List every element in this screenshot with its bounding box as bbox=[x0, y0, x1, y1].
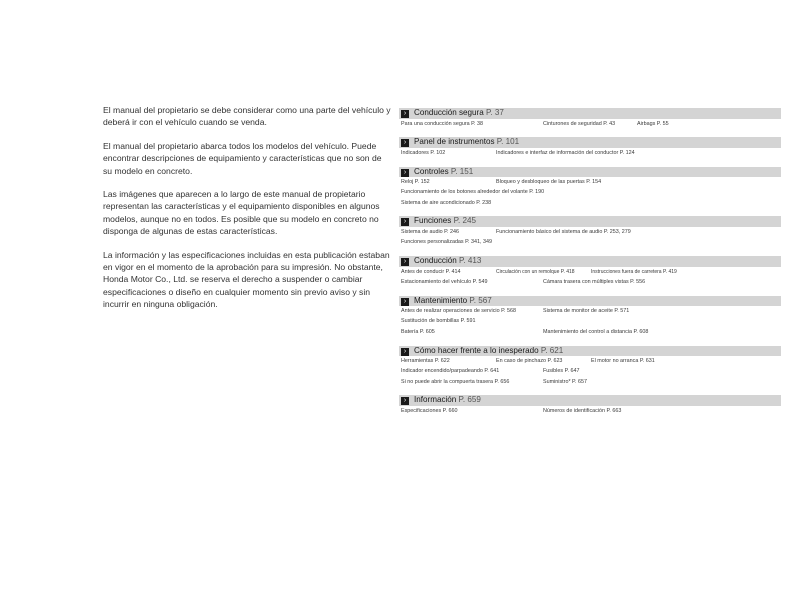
toc-row bbox=[399, 177, 781, 187]
intro-paragraph-3: Las imágenes que aparecen a lo largo de este manual de propietario representan las características y el equipamiento disponibles en algunos modelos, aunque no en todos. Es posible que su modelo en concreto no disponga de algunas de estas características. bbox=[103, 189, 380, 237]
toc-link[interactable]: Funcionamiento básico del sistema de audio P. 253, 279 bbox=[496, 228, 631, 235]
toc-link[interactable]: Indicador encendido/parpadeando P. 641 bbox=[401, 368, 500, 375]
toc-link[interactable]: Suministro* P. 657 bbox=[543, 378, 587, 385]
toc-link[interactable]: Sistema de audio P. 246 bbox=[401, 228, 460, 235]
toc-section-conduccion-segura bbox=[399, 108, 781, 129]
toc-section-inesperado bbox=[399, 346, 781, 387]
toc-link[interactable]: Instrucciones fuera de carretera P. 419 bbox=[591, 268, 677, 275]
toc-section-informacion bbox=[399, 395, 781, 416]
toc-link[interactable]: Cinturones de seguridad P. 43 bbox=[543, 120, 616, 127]
toc-row bbox=[399, 306, 781, 316]
section-page: P. 567 bbox=[469, 295, 492, 305]
toc-link[interactable]: Circulación con un remolque P. 418 bbox=[496, 268, 575, 275]
chevron-right-icon: › bbox=[401, 169, 409, 177]
toc-link[interactable]: En caso de pinchazo P. 623 bbox=[496, 358, 563, 365]
chevron-right-icon: › bbox=[401, 298, 409, 306]
toc-row bbox=[399, 237, 781, 247]
toc-row bbox=[399, 316, 781, 326]
section-title: Controles bbox=[414, 166, 449, 176]
toc-row bbox=[399, 187, 781, 197]
intro-text bbox=[103, 104, 391, 322]
toc-link[interactable]: Sistema de aire acondicionado P. 238 bbox=[401, 199, 492, 206]
toc-row bbox=[399, 267, 781, 277]
chevron-right-icon: › bbox=[401, 258, 409, 266]
section-page: P. 621 bbox=[540, 345, 564, 355]
section-title: Funciones bbox=[414, 216, 452, 226]
toc-section-funciones bbox=[399, 216, 781, 247]
toc-section-header[interactable] bbox=[399, 395, 781, 406]
intro-paragraph-2: El manual del propietario abarca todos los modelos del vehículo. Puede encontrar descripciones de equipamiento y características que no son de su modelo en concreto. bbox=[103, 140, 382, 176]
section-title: Conducción bbox=[414, 256, 457, 266]
section-title: Panel de instrumentos bbox=[414, 137, 495, 147]
intro-paragraph-1: El manual del propietario se debe considerar como una parte del vehículo y deberá ir con el vehículo cuando se venda. bbox=[103, 105, 391, 128]
chevron-right-icon: › bbox=[401, 348, 409, 356]
section-title: Información bbox=[414, 395, 457, 405]
toc-link[interactable]: Funcionamiento de los botones alrededor del volante P. 190 bbox=[401, 189, 545, 196]
toc-section-panel-instrumentos bbox=[399, 137, 781, 158]
toc-section-header[interactable] bbox=[399, 137, 781, 148]
toc-link[interactable]: Si no puede abrir la compuerta trasera P. 656 bbox=[401, 378, 510, 385]
toc-row bbox=[399, 406, 781, 416]
intro-paragraph-4: La información y las especificaciones incluidas en esta publicación estaban en vigor en el momento de la aprobación para su impresión. No obstante, Honda Motor Co., Ltd. se reserva el derecho a suspender o cambiar especificaciones o diseño en cualquier momento sin previo aviso y sin incurrir en ninguna obligación. bbox=[103, 249, 390, 310]
toc-section-header[interactable] bbox=[399, 167, 781, 178]
toc-link[interactable]: Sistema de monitor de aceite P. 571 bbox=[543, 308, 630, 315]
section-page: P. 37 bbox=[486, 108, 504, 117]
toc-link[interactable]: Sustitución de bombillas P. 591 bbox=[401, 318, 476, 325]
section-page: P. 151 bbox=[450, 166, 474, 176]
toc-section-header[interactable] bbox=[399, 216, 781, 227]
section-page: P. 413 bbox=[459, 256, 482, 266]
toc-row bbox=[399, 327, 781, 337]
table-of-contents bbox=[399, 108, 781, 425]
toc-link[interactable]: El motor no arranca P. 631 bbox=[591, 358, 655, 365]
toc-row bbox=[399, 119, 781, 129]
toc-section-conduccion bbox=[399, 256, 781, 287]
toc-row bbox=[399, 227, 781, 237]
toc-link[interactable]: Cámara trasera con múltiples vistas P. 556 bbox=[543, 278, 646, 285]
toc-section-header[interactable] bbox=[399, 296, 781, 307]
toc-row bbox=[399, 148, 781, 158]
section-page: P. 659 bbox=[458, 395, 481, 405]
toc-link[interactable]: Antes de conducir P. 414 bbox=[401, 268, 461, 275]
chevron-right-icon: › bbox=[401, 110, 409, 118]
toc-section-header[interactable] bbox=[399, 108, 781, 119]
toc-link[interactable]: Especificaciones P. 660 bbox=[401, 407, 458, 414]
toc-link[interactable]: Para una conducción segura P. 38 bbox=[401, 120, 484, 127]
toc-link[interactable]: Indicadores e interfaz de información del conductor P. 124 bbox=[496, 149, 635, 156]
toc-link[interactable]: Números de identificación P. 663 bbox=[543, 407, 622, 414]
section-page: P. 101 bbox=[496, 137, 520, 147]
toc-row bbox=[399, 377, 781, 387]
toc-link[interactable]: Batería P. 605 bbox=[401, 328, 435, 335]
toc-row bbox=[399, 366, 781, 376]
toc-section-controles bbox=[399, 167, 781, 208]
toc-link[interactable]: Airbags P. 55 bbox=[637, 120, 669, 127]
toc-link[interactable]: Reloj P. 152 bbox=[401, 179, 430, 186]
toc-row bbox=[399, 198, 781, 208]
toc-link[interactable]: Mantenimiento del control a distancia P. 608 bbox=[543, 328, 649, 335]
toc-link[interactable]: Antes de realizar operaciones de servicio P. 568 bbox=[401, 308, 516, 315]
toc-link[interactable]: Funciones personalizadas P. 341, 349 bbox=[401, 239, 493, 246]
chevron-right-icon: › bbox=[401, 139, 409, 147]
toc-link[interactable]: Indicadores P. 102 bbox=[401, 149, 446, 156]
section-title: Conducción segura bbox=[414, 108, 484, 117]
toc-section-header[interactable] bbox=[399, 346, 781, 357]
chevron-right-icon: › bbox=[401, 397, 409, 405]
toc-row bbox=[399, 277, 781, 287]
chevron-right-icon: › bbox=[401, 218, 409, 226]
toc-row bbox=[399, 356, 781, 366]
toc-link[interactable]: Herramientas P. 622 bbox=[401, 358, 450, 365]
section-page: P. 245 bbox=[453, 216, 476, 226]
section-title: Cómo hacer frente a lo inesperado bbox=[414, 345, 539, 355]
section-title: Mantenimiento bbox=[414, 295, 468, 305]
toc-link[interactable]: Fusibles P. 647 bbox=[543, 368, 580, 375]
toc-section-mantenimiento bbox=[399, 296, 781, 337]
toc-link[interactable]: Bloqueo y desbloqueo de las puertas P. 154 bbox=[496, 179, 602, 186]
toc-section-header[interactable] bbox=[399, 256, 781, 267]
toc-link[interactable]: Estacionamiento del vehículo P. 549 bbox=[401, 278, 488, 285]
